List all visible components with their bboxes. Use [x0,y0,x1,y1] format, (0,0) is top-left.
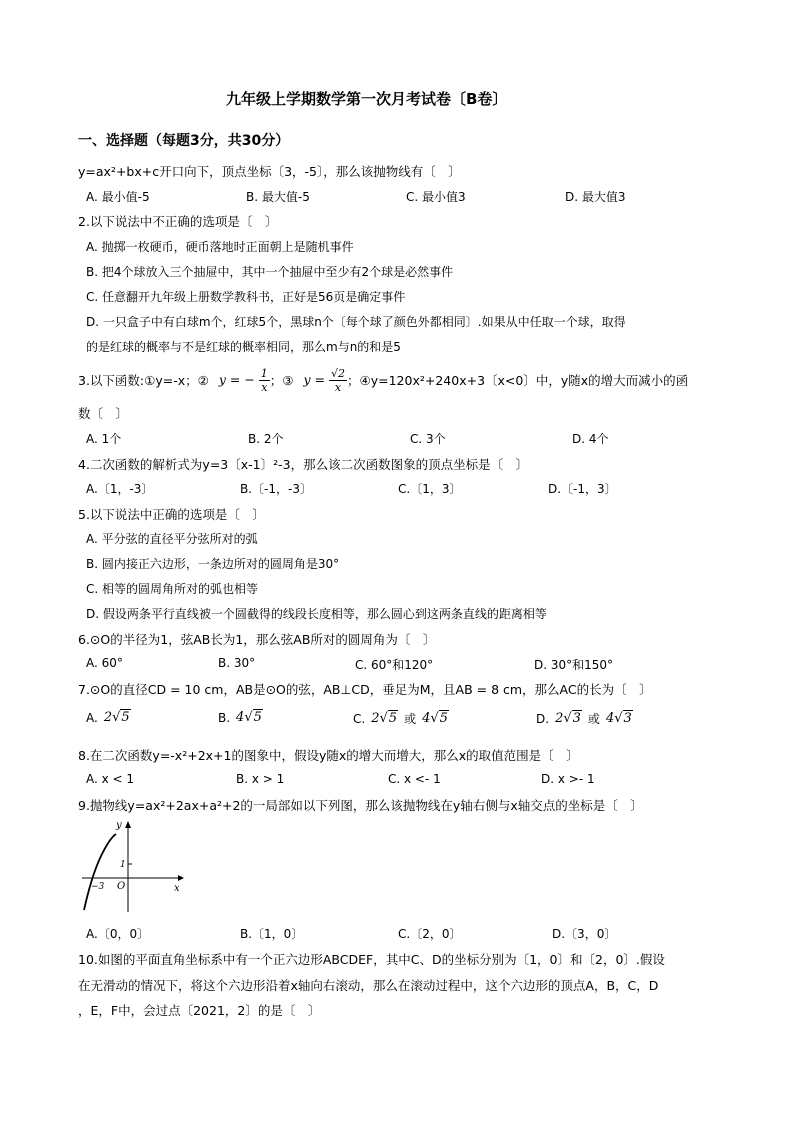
option-c: C. 任意翻开九年级上册数学教科书，正好是56页是确定事件 [86,290,406,304]
option-b: B.〔1，0〕 [240,927,304,941]
option-d: D.〔-1，3〕 [548,482,617,496]
option-label: A. [86,710,98,725]
y-axis-arrow-icon [125,821,131,828]
option-d: D. 4个 [572,432,609,446]
x-axis-label: x [174,883,180,894]
coefficient: 2 [103,710,113,725]
option-a: A. 平分弦的直径平分弦所对的弧 [86,532,258,546]
option-d-continued: 的是红球的概率与不是红球的概率相同，那么m与n的和是5 [86,340,401,354]
question-stem-line-2: 在无滑动的情况下，将这个六边形沿着x轴向右滚动，那么在滚动过程中，这个六边形的顶点A，B，C，D [78,978,659,993]
y-tick-label: 1 [120,860,126,870]
option-b: B. 把4个球放入三个抽屉中，其中一个抽屉中至少有2个球是必然事件 [86,265,454,279]
coefficient: 2 [555,711,564,726]
option-d: D. 30°和150° [534,658,614,672]
radical-expression: 2√5 [371,711,398,726]
origin-label: O [117,881,126,892]
numerator: 1 [260,366,268,380]
option-b [218,710,263,725]
coefficient: 4 [236,710,245,725]
stem-part-2: ；③ [269,373,294,388]
option-a: A. 1个 [86,432,122,446]
question-stem: 4.二次函数的解析式为y=3〔x-1〕²-3，那么该二次函数图象的顶点坐标是〔 〕 [78,457,529,472]
radicand: 3 [623,711,632,726]
denominator: x [261,380,268,394]
option-a [86,710,131,725]
option-a: A. 60° [86,656,123,670]
option-a: A.〔1，-3〕 [86,482,154,496]
coefficient: 4 [422,711,431,726]
option-c: C. 最小值3 [406,190,466,204]
fraction [259,368,270,393]
formula-3 [304,368,348,393]
question-stem: 6.⊙O的半径为1，弦AB长为1，那么弦AB所对的圆周角为〔 〕 [78,632,436,647]
option-b: B. 圆内接正六边形，一条边所对的圆周角是30° [86,557,340,571]
option-a: A. x < 1 [86,772,135,786]
option-a: A. 抛掷一枚硬币，硬币落地时正面朝上是随机事件 [86,240,354,254]
option-b: B. 最大值-5 [246,190,310,204]
radical-expression: 2√5 [103,710,130,725]
option-c: C.〔2，0〕 [398,927,462,941]
coefficient: 2 [371,711,380,726]
coefficient: 4 [605,711,615,726]
parabola-graph [78,816,188,916]
numerator: √2 [331,366,346,380]
option-b: B. 2个 [248,432,284,446]
option-label: C. [353,711,366,726]
radical-expression: 2√3 [555,711,581,726]
option-d: D. 一只盒子中有白球m个，红球5个，黑球n个〔每个球了颜色外都相同〕.如果从中任取一个球，取得 [86,315,626,329]
option-d: D. 最大值3 [565,190,626,204]
option-c: C. 60°和120° [355,658,434,672]
question-stem: y=ax²+bx+c开口向下，顶点坐标〔3，-5〕，那么该抛物线有〔 〕 [78,164,461,179]
question-stem [78,364,688,396]
option-b: B. 30° [218,656,256,670]
option-a: A.〔0，0〕 [86,927,150,941]
denominator: x [334,380,342,394]
radicand: 3 [572,711,581,726]
parabola-curve [84,834,116,910]
question-stem-line-3: ，E，F中，会过点〔2021，2〕的是〔 〕 [78,1003,321,1018]
option-c: C. x <- 1 [388,772,441,786]
option-d: D.〔3，0〕 [552,927,617,941]
option-c: C. 相等的圆周角所对的弧也相等 [86,582,259,596]
option-d: D. x >- 1 [541,772,595,786]
radical-expression: 4√3 [605,711,632,726]
fraction [329,368,347,393]
question-stem: 5.以下说法中正确的选项是〔 〕 [78,507,265,522]
option-d: D. 假设两条平行直线被一个圆截得的线段长度相等，那么圆心到这两条直线的距离相等 [86,607,547,621]
option-a: A. 最小值-5 [86,190,150,204]
option-c: C.〔1，3〕 [398,482,462,496]
question-stem: 8.在二次函数y=-x²+2x+1的图象中，假设y随x的增大而增大，那么x的取值范围是〔 〕 [78,748,579,763]
question-stem-continued: 数〔 〕 [78,406,129,421]
page-title: 九年级上学期数学第一次月考试卷〔B卷〕 [226,90,508,108]
stem-part-3: ；④y=120x²+240x+3〔x<0〕中，y随x的增大而减小的函 [347,373,689,388]
radicand: 5 [439,711,448,726]
x-tick-label: −3 [91,882,105,892]
radicand: 5 [121,710,130,725]
radical-expression: 4√5 [422,711,448,726]
y-axis-label: y [116,820,122,831]
question-stem: 10.如图的平面直角坐标系中有一个正六边形ABCDEF，其中C、D的坐标分别为〔1，0〕和〔2，0〕.假设 [78,952,665,967]
question-stem: 2.以下说法中不正确的选项是〔 〕 [78,214,278,229]
radicand: 5 [388,711,398,726]
formula-2 [219,368,270,393]
option-label: B. [218,710,231,725]
stem-part-1: 3.以下函数:①y=-x；② [78,373,209,388]
section-heading: 一、选择题（每题3分，共30分） [78,133,290,149]
formula-lhs: y = [303,371,326,387]
option-d [536,710,633,727]
question-stem: 9.抛物线y=ax²+2ax+a²+2的一局部如以下列图，那么该抛物线在y轴右侧与x轴交点的坐标是〔 〕 [78,798,643,813]
option-c [353,710,449,727]
or-word: 或 [404,712,417,726]
question-stem: 7.⊙O的直径CD = 10 cm，AB是⊙O的弦，AB⊥CD，垂足为M，且AB = 8 cm，那么AC的长为〔 〕 [78,682,652,697]
option-label: D. [536,711,550,726]
option-b: B. x > 1 [236,772,285,786]
option-c: C. 3个 [410,432,446,446]
x-axis-arrow-icon [178,875,184,881]
formula-lhs: y = − [218,371,255,387]
radicand: 5 [253,710,262,725]
option-b: B.〔-1，-3〕 [240,482,312,496]
radical-expression: 4√5 [236,710,262,725]
or-word: 或 [587,712,600,726]
